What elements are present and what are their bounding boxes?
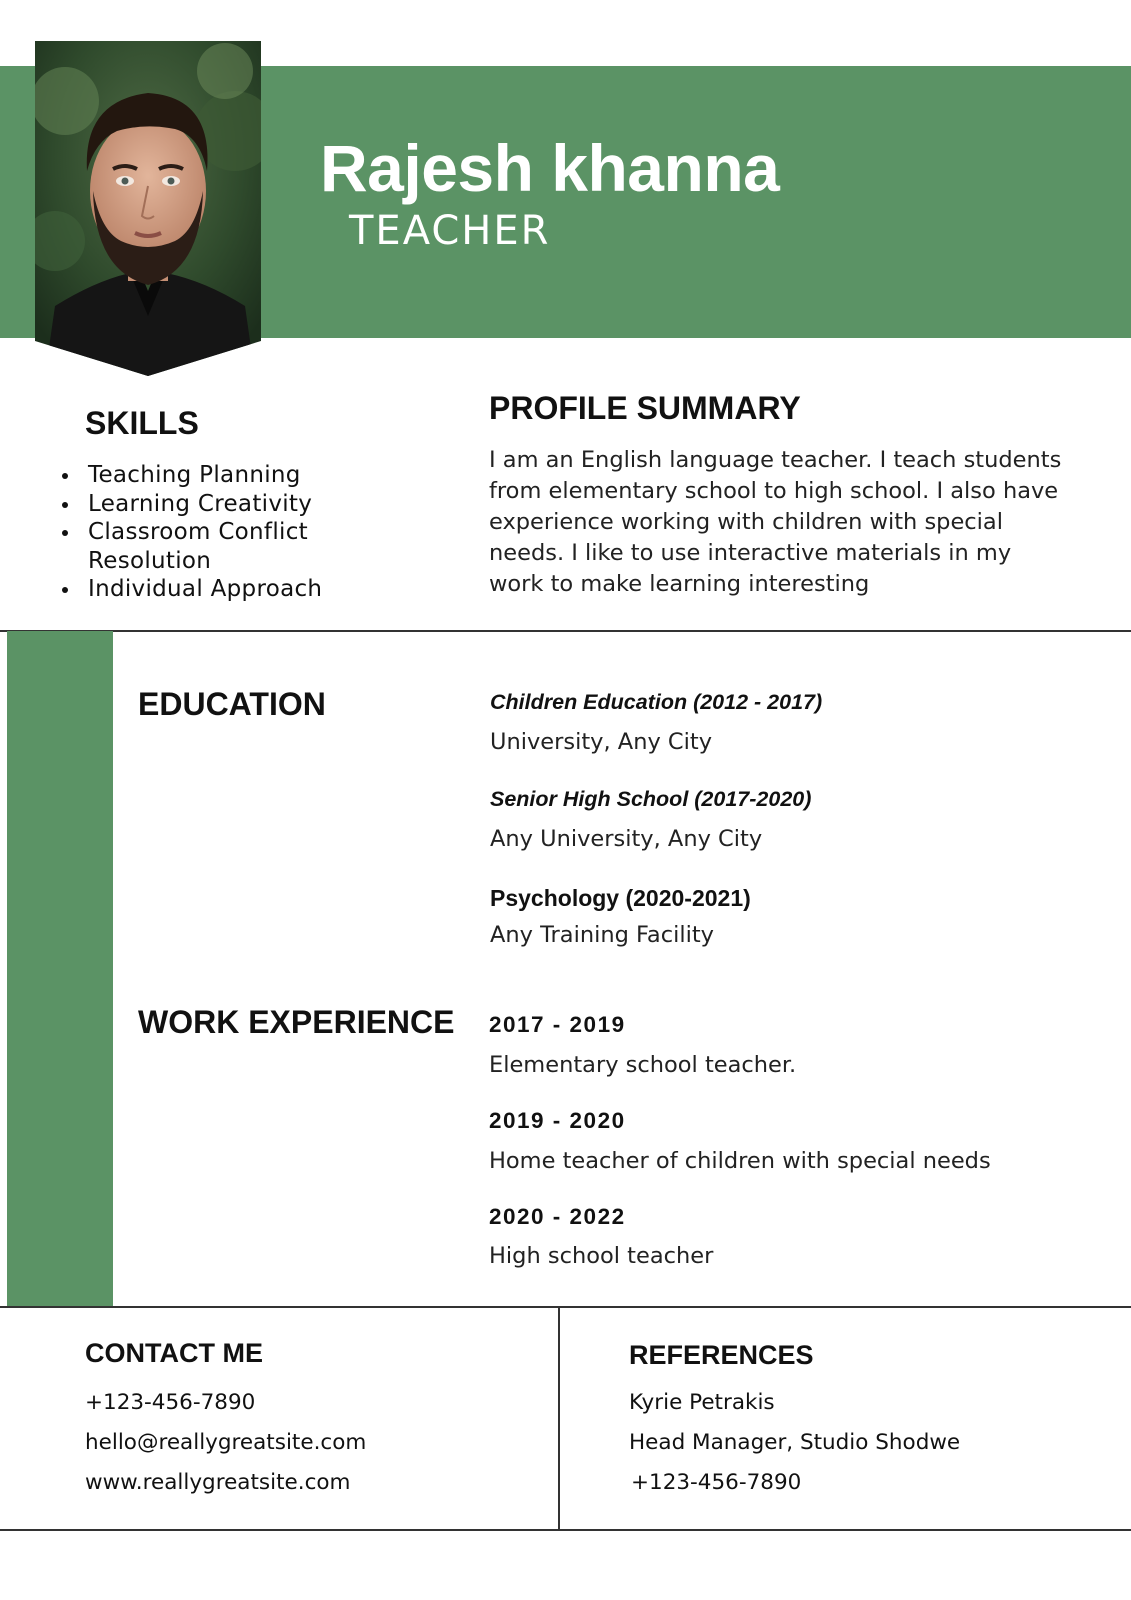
contact-title: CONTACT ME xyxy=(85,1338,263,1368)
work-desc: Home teacher of children with special needs xyxy=(489,1148,991,1174)
skills-list xyxy=(62,461,362,604)
skills-title: SKILLS xyxy=(85,405,199,441)
divider xyxy=(0,630,1131,632)
profile-title: PROFILE SUMMARY xyxy=(489,390,801,426)
reference-position: Head Manager, Studio Shodwe xyxy=(629,1430,961,1455)
side-accent-band xyxy=(7,631,113,1307)
education-item-head: Children Education (2012 - 2017) xyxy=(490,690,823,714)
contact-website[interactable]: www.reallygreatsite.com xyxy=(85,1470,351,1495)
divider xyxy=(0,1306,1131,1308)
skill-item: Teaching Planning xyxy=(62,461,362,490)
work-desc: Elementary school teacher. xyxy=(489,1052,797,1078)
work-experience-title: WORK EXPERIENCE xyxy=(138,1004,455,1040)
divider xyxy=(0,1529,1131,1531)
work-years: 2019 - 2020 xyxy=(489,1108,626,1133)
skill-item: Learning Creativity xyxy=(62,490,362,519)
education-item-head: Psychology (2020-2021) xyxy=(490,885,751,911)
profile-text: I am an English language teacher. I teach students from elementary school to high school. I also have experience working with children with special needs. I like to use interactive materials in my work to make learning interesting xyxy=(489,447,1062,597)
education-item-sub: Any Training Facility xyxy=(490,922,714,948)
work-years: 2020 - 2022 xyxy=(489,1204,626,1229)
education-title: EDUCATION xyxy=(138,686,326,722)
candidate-role: TEACHER xyxy=(349,208,551,254)
candidate-name: Rajesh khanna xyxy=(320,131,780,205)
education-item-head: Senior High School (2017-2020) xyxy=(490,787,812,811)
work-years: 2017 - 2019 xyxy=(489,1012,626,1037)
references-title: REFERENCES xyxy=(629,1340,814,1370)
reference-name: Kyrie Petrakis xyxy=(629,1390,775,1415)
vertical-divider xyxy=(558,1307,560,1531)
profile-photo xyxy=(35,41,261,376)
education-item-sub: University, Any City xyxy=(490,729,713,755)
education-item-sub: Any University, Any City xyxy=(490,826,763,852)
skill-item: Classroom Conflict Resolution xyxy=(62,518,362,575)
reference-phone[interactable]: +123-456-7890 xyxy=(631,1470,802,1495)
contact-phone[interactable]: +123-456-7890 xyxy=(85,1390,256,1415)
skill-item: Individual Approach xyxy=(62,575,362,604)
contact-email[interactable]: hello@reallygreatsite.com xyxy=(85,1430,367,1455)
work-desc: High school teacher xyxy=(489,1243,714,1269)
